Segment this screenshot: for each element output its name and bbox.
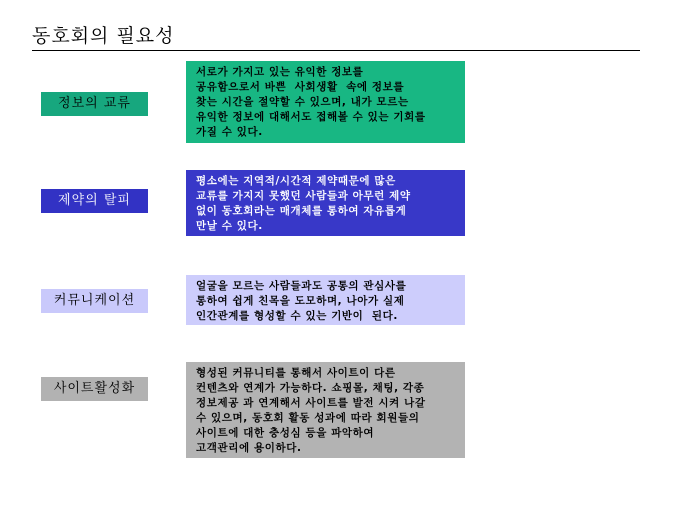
description-line: 얼굴을 모르는 사람들과도 공통의 관심사를 — [196, 280, 407, 292]
description-escape-constraints — [186, 170, 465, 236]
description-information-exchange — [186, 61, 465, 143]
page-title: 동호회의 필요성 — [32, 25, 175, 47]
label-communication: 커뮤니케이션 — [41, 289, 148, 313]
description-communication — [186, 275, 465, 325]
description-line: 수 있으며, 동호회 활동 성과에 따라 회원들의 — [196, 412, 420, 424]
description-line: 서로가 가지고 있는 유익한 정보를 — [196, 66, 364, 78]
title-divider — [32, 50, 640, 51]
description-line: 유익한 정보에 대해서도 접해볼 수 있는 기회를 — [196, 111, 426, 123]
description-line: 고객관리에 용이하다. — [196, 442, 302, 454]
description-line: 형성된 커뮤니티를 통해서 사이트이 다른 — [196, 367, 396, 379]
description-site-activation — [186, 362, 465, 458]
description-line: 사이트에 대한 충성심 등을 파악하여 — [196, 427, 375, 439]
description-line: 없이 동호회라는 매개체를 통하여 자유롭게 — [196, 205, 407, 217]
description-line: 가질 수 있다. — [196, 126, 263, 138]
description-line: 정보제공 과 연계해서 사이트를 발전 시켜 나갈 — [196, 397, 426, 409]
description-line: 공유함으로서 바쁜 사회생활 속에 정보를 — [196, 81, 405, 93]
description-line: 교류를 가지지 못했던 사람들과 아무런 제약 — [196, 190, 411, 202]
description-line: 만날 수 있다. — [196, 220, 263, 232]
description-line: 평소에는 지역적/시간적 제약때문에 많은 — [196, 175, 396, 187]
description-line: 통하여 쉽게 친목을 도모하며, 나아가 실제 — [196, 295, 405, 307]
description-line: 인간관계를 형성할 수 있는 기반이 된다. — [196, 310, 399, 322]
label-information-exchange: 정보의 교류 — [41, 92, 148, 116]
label-site-activation: 사이트활성화 — [41, 377, 148, 401]
description-line: 찾는 시간을 절약할 수 있으며, 내가 모르는 — [196, 96, 409, 108]
description-line: 컨텐츠와 연계가 가능하다. 쇼핑몰, 채팅, 각종 — [196, 382, 425, 394]
label-escape-constraints: 제약의 탈피 — [41, 189, 148, 213]
